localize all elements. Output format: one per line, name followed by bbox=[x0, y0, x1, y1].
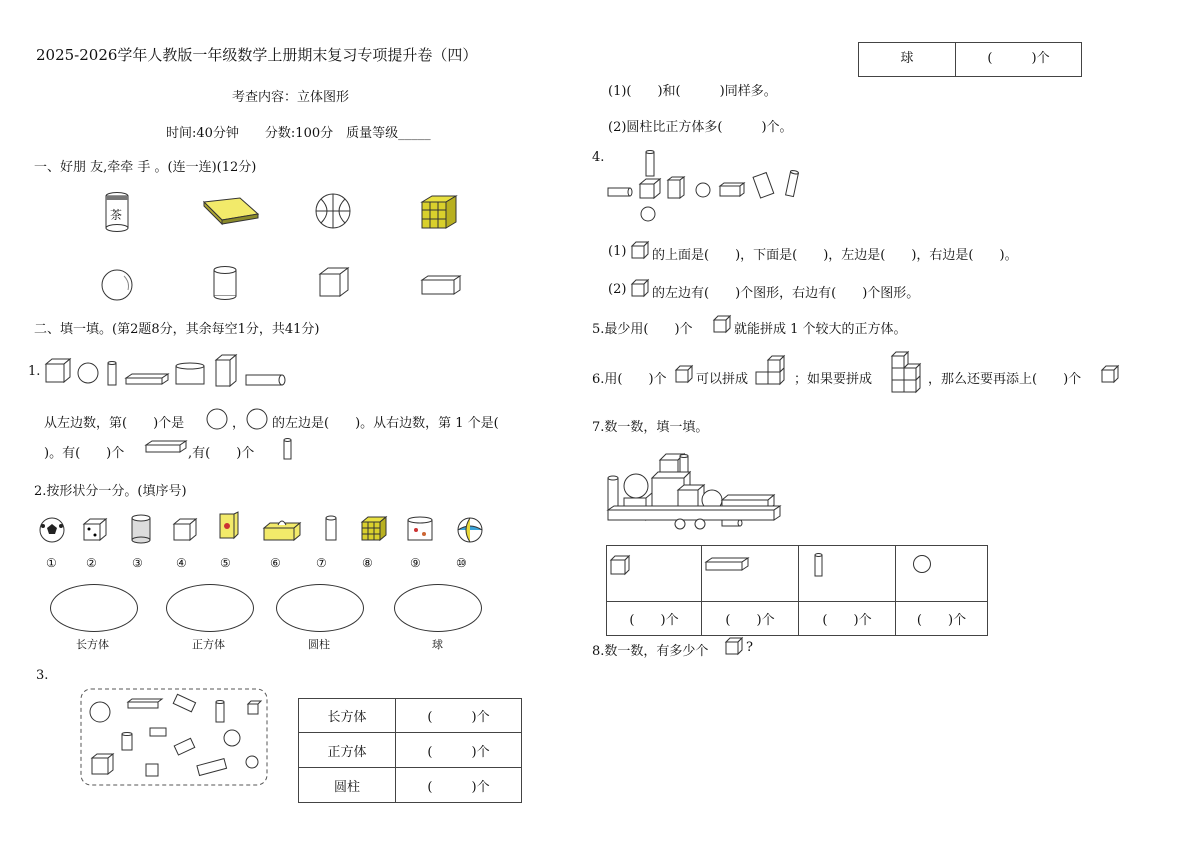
q3-row-cylinder-count[interactable]: ( )个 bbox=[396, 768, 522, 803]
oval-cylinder bbox=[276, 584, 364, 632]
q2-item-number: ⑧ bbox=[362, 556, 373, 570]
q1-shapes-row bbox=[44, 354, 288, 390]
q1-inline-sphere-icon-2 bbox=[246, 408, 270, 430]
q3-subquestion-2: (2)圆柱比正方体多( )个。 bbox=[608, 120, 793, 135]
q3-row-cuboid-count[interactable]: ( )个 bbox=[396, 699, 522, 733]
cylinder-icon bbox=[212, 266, 240, 300]
question-7-text: 7.数一数，填一填。 bbox=[592, 420, 709, 435]
oval-cuboid bbox=[50, 584, 138, 632]
small-cylinder-icon bbox=[326, 516, 336, 540]
q1-cube-icon bbox=[46, 359, 70, 382]
oval-sphere bbox=[394, 584, 482, 632]
q2-item-number: ③ bbox=[132, 556, 143, 570]
q4-bottom-sphere-icon bbox=[641, 207, 655, 221]
q3-row-cube-count[interactable]: ( )个 bbox=[396, 733, 522, 768]
q5-text-part-b: 就能拼成 1 个较大的正方体。 bbox=[734, 322, 907, 337]
dice-icon bbox=[84, 519, 106, 540]
q3-shapes-box bbox=[80, 688, 270, 788]
q1-inline-thin-cylinder-icon bbox=[282, 437, 294, 461]
q4-subquestion-2-text: 的左边有( )个图形，右边有( )个图形。 bbox=[652, 286, 920, 301]
q4-flat-cuboid-icon bbox=[720, 183, 744, 196]
q6-inline-cube-icon bbox=[674, 364, 694, 384]
q7-flat-cuboid-icon bbox=[704, 556, 750, 572]
question-4-number: 4. bbox=[592, 150, 605, 165]
q4-left-cylinder-icon bbox=[608, 188, 632, 196]
soccer-ball-icon bbox=[40, 518, 64, 542]
q4-top-cylinder-icon bbox=[646, 151, 654, 177]
q1-flat-cuboid-icon bbox=[126, 374, 168, 384]
juice-box-icon bbox=[220, 512, 238, 538]
q1-line1-part-a: 从左边数，第( )个是 bbox=[44, 416, 185, 431]
q7-building-picture bbox=[604, 448, 784, 532]
q2-item-number: ⑩ bbox=[456, 556, 467, 570]
q3-row-sphere-count[interactable]: ( )个 bbox=[956, 43, 1082, 77]
q1-wide-cylinder-icon bbox=[176, 363, 204, 384]
oval-label-cube: 正方体 bbox=[192, 638, 225, 651]
q7-cell-cylinder bbox=[799, 546, 896, 602]
q1-tall-cuboid-icon bbox=[216, 355, 236, 386]
question-2-text: 2.按形状分一分。(填序号) bbox=[34, 484, 187, 499]
q3-row-sphere-name: 球 bbox=[859, 43, 956, 77]
cuboid-icon bbox=[420, 274, 462, 296]
q4-tilted-cuboid-icon bbox=[753, 173, 774, 198]
q1-line2-part-b: ,有( )个 bbox=[188, 446, 255, 461]
q6-inline-cube-icon-2 bbox=[1100, 364, 1120, 384]
small-box-icon bbox=[174, 519, 196, 540]
q4-subquestion-1-prefix: (1) bbox=[608, 244, 627, 259]
q6-text-part-c: ；如果要拼成 bbox=[794, 372, 873, 387]
q3-row-cuboid-name: 长方体 bbox=[299, 699, 396, 733]
question-3-number: 3. bbox=[36, 668, 49, 683]
tea-can-label: 茶 bbox=[110, 208, 123, 222]
q1-inline-sphere-icon bbox=[206, 408, 230, 430]
q1-line2-part-a: )。有( )个 bbox=[44, 446, 125, 461]
q6-text-part-a: 6.用( )个 bbox=[592, 372, 667, 387]
q7-count-cube[interactable]: ( )个 bbox=[607, 602, 702, 636]
q2-objects-row bbox=[38, 512, 494, 548]
page-info: 时间:40分钟 分数:100分 质量等级_____ bbox=[166, 126, 431, 141]
eraser-icon bbox=[200, 196, 260, 226]
q6-small-stack-icon bbox=[754, 354, 794, 390]
oval-label-sphere: 球 bbox=[432, 638, 443, 651]
rubiks-cube-icon-2 bbox=[362, 517, 386, 540]
tin-can-icon bbox=[132, 515, 150, 543]
q4-inline-cube-icon-2 bbox=[630, 278, 650, 298]
question-1-number: 1. bbox=[28, 364, 41, 379]
q7-count-table bbox=[606, 545, 988, 636]
q2-item-number: ② bbox=[86, 556, 97, 570]
q7-cell-sphere bbox=[896, 546, 988, 602]
q1-line1-part-c: 的左边是( )。从右边数，第 1 个是( bbox=[272, 416, 499, 431]
section-1-heading: 一、好朋 友,牵牵 手 。(连一连)(12分) bbox=[34, 160, 257, 175]
q4-tilted-cylinder-icon bbox=[786, 170, 799, 197]
q1-thin-cylinder-icon bbox=[108, 362, 116, 386]
q2-item-number: ⑨ bbox=[410, 556, 421, 570]
q2-item-number: ⑤ bbox=[220, 556, 231, 570]
q6-text-part-d: ，那么还要再添上( )个 bbox=[928, 372, 1082, 387]
oval-label-cuboid: 长方体 bbox=[76, 638, 109, 651]
section-2-heading: 二、填一填。(第2题8分，其余每空1分，共41分) bbox=[34, 322, 320, 337]
q3-count-table bbox=[298, 698, 522, 803]
q2-item-number: ① bbox=[46, 556, 57, 570]
q4-subquestion-1-text: 的上面是( )，下面是( )，左边是( )，右边是( )。 bbox=[652, 248, 1018, 263]
q4-center-cube-icon bbox=[640, 179, 660, 198]
sphere-icon bbox=[100, 268, 136, 302]
q3-row-cylinder-name: 圆柱 bbox=[299, 768, 396, 803]
q1-sphere-icon bbox=[78, 363, 98, 383]
q4-cuboid-icon bbox=[668, 177, 684, 198]
q3-subquestion-1: (1)( )和( )同样多。 bbox=[608, 84, 777, 99]
q8-inline-cube-icon bbox=[724, 636, 744, 656]
q4-subquestion-2-prefix: (2) bbox=[608, 282, 627, 297]
q7-count-sphere[interactable]: ( )个 bbox=[896, 602, 988, 636]
q8-text-part-a: 8.数一数，有多少个 bbox=[592, 644, 709, 659]
q7-sphere-icon bbox=[912, 554, 934, 576]
q7-cell-cube bbox=[607, 546, 702, 602]
q7-count-cuboid[interactable]: ( )个 bbox=[702, 602, 799, 636]
q6-large-stack-icon bbox=[884, 350, 926, 396]
q3-count-table-continued bbox=[858, 42, 1082, 77]
q3-row-cube-name: 正方体 bbox=[299, 733, 396, 768]
q8-text-part-b: ? bbox=[746, 640, 753, 655]
q7-cylinder-icon bbox=[813, 552, 825, 578]
q1-lying-cylinder-icon bbox=[246, 375, 285, 385]
page-subtitle: 考查内容：立体图形 bbox=[232, 90, 350, 105]
q5-text-part-a: 5.最少用( )个 bbox=[592, 322, 693, 337]
q2-item-number: ⑦ bbox=[316, 556, 327, 570]
q7-count-cylinder[interactable]: ( )个 bbox=[799, 602, 896, 636]
q6-text-part-b: 可以拼成 bbox=[696, 372, 749, 387]
rubiks-cube-icon bbox=[420, 194, 458, 230]
q5-inline-cube-icon bbox=[712, 314, 732, 334]
q1-line1-part-b: ， bbox=[232, 416, 246, 431]
tissue-box-icon bbox=[264, 521, 300, 540]
cube-icon bbox=[318, 266, 350, 298]
q7-cell-cuboid bbox=[702, 546, 799, 602]
volleyball-icon bbox=[458, 518, 482, 542]
q2-item-number: ⑥ bbox=[270, 556, 281, 570]
q4-sphere-icon bbox=[696, 183, 710, 197]
candy-jar-icon bbox=[408, 517, 432, 540]
q4-shapes-arrangement bbox=[606, 148, 806, 228]
q1-inline-flat-cuboid-icon bbox=[144, 440, 188, 454]
page-title: 2025-2026学年人教版一年级数学上册期末复习专项提升卷（四） bbox=[36, 46, 478, 64]
q4-inline-cube-icon bbox=[630, 240, 650, 260]
q2-item-number: ④ bbox=[176, 556, 187, 570]
oval-label-cylinder: 圆柱 bbox=[308, 638, 330, 651]
oval-cube bbox=[166, 584, 254, 632]
basketball-icon bbox=[314, 192, 352, 230]
q7-cube-icon bbox=[609, 554, 631, 576]
